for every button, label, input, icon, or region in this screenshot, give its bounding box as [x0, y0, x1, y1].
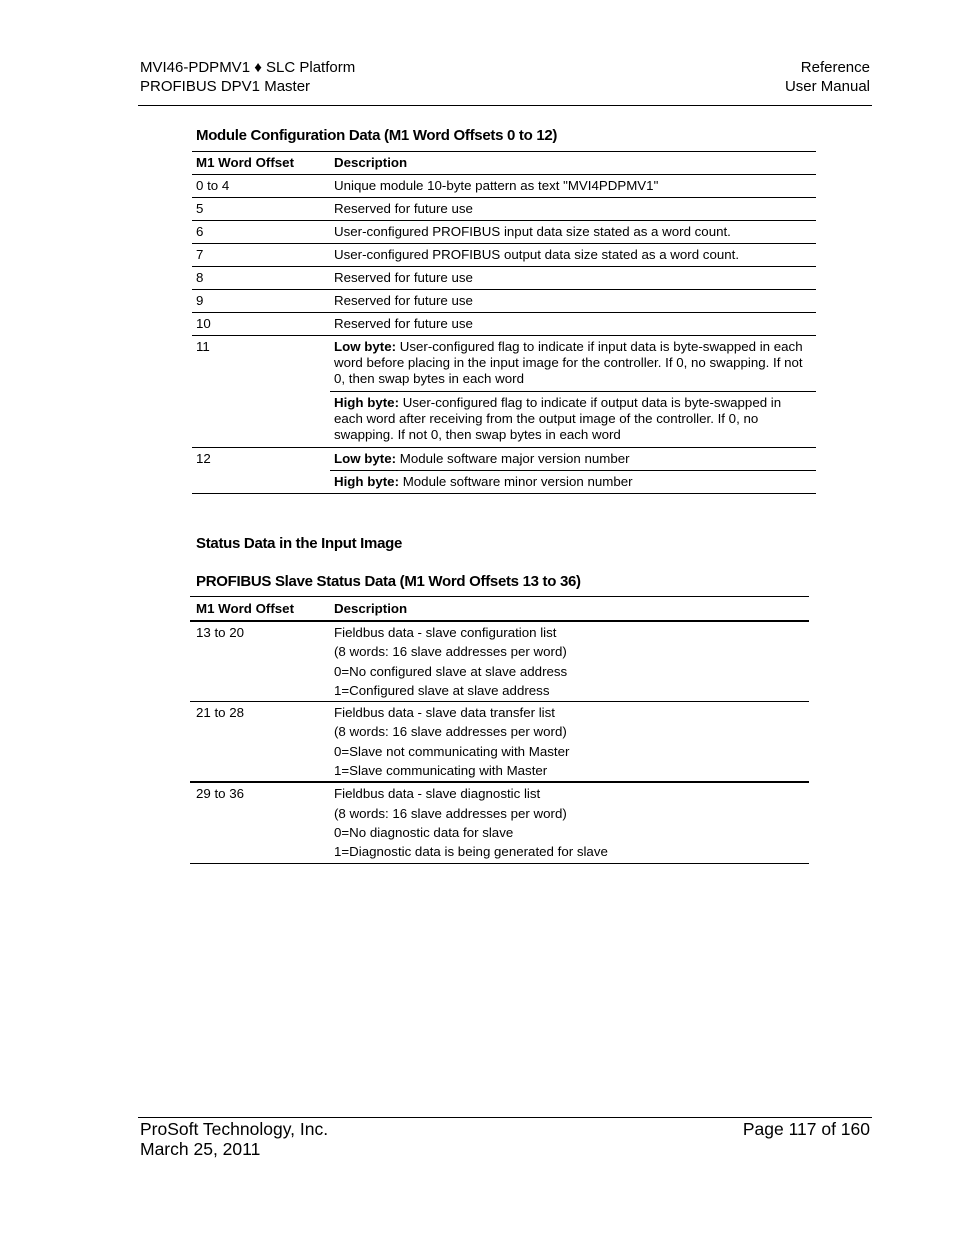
column-header-offset: M1 Word Offset	[192, 152, 330, 175]
header-product: MVI46-PDPMV1 ♦ SLC Platform	[140, 59, 356, 76]
description-cell: Reserved for future use	[330, 267, 816, 290]
description-cell: User-configured PROFIBUS output data size stated as a word count.	[330, 244, 816, 267]
offset-cell: 9	[192, 290, 330, 313]
description-line: Fieldbus data - slave data transfer list	[334, 705, 555, 721]
table-row	[192, 267, 816, 290]
high-byte-label: High byte:	[334, 395, 400, 410]
description-cell	[330, 782, 809, 863]
header-divider	[138, 105, 872, 106]
footer-company: ProSoft Technology, Inc.	[140, 1119, 329, 1139]
footer-divider	[138, 1117, 872, 1118]
description-line: 0=No diagnostic data for slave	[334, 824, 514, 840]
offset-cell: 8	[192, 267, 330, 290]
module-config-table	[192, 151, 816, 494]
description-cell-low-byte	[330, 448, 816, 471]
header-doc-type: User Manual	[784, 78, 870, 95]
description-cell-low-byte	[330, 336, 816, 392]
high-byte-label: High byte:	[334, 474, 400, 489]
offset-cell: 21 to 28	[190, 702, 330, 783]
description-cell	[330, 702, 809, 783]
page-number: Page 117 of 160	[742, 1119, 870, 1139]
offset-cell: 29 to 36	[190, 782, 330, 863]
column-header-description: Description	[330, 597, 809, 622]
description-line: 1=Configured slave at slave address	[334, 682, 550, 698]
footer-left	[140, 1119, 328, 1159]
table-row	[190, 782, 809, 863]
description-line: 1=Diagnostic data is being generated for slave	[334, 844, 608, 860]
table1-title: Module Configuration Data (M1 Word Offsets 0 to 12)	[196, 127, 558, 144]
description-cell: Reserved for future use	[330, 198, 816, 221]
header-section: Reference	[800, 59, 870, 76]
table-row	[192, 290, 816, 313]
table-row	[192, 448, 816, 471]
footer-date: March 25, 2011	[140, 1139, 261, 1159]
table-row	[192, 336, 816, 392]
low-byte-label: Low byte:	[334, 339, 397, 354]
table-row	[192, 198, 816, 221]
table-row	[192, 313, 816, 336]
offset-cell: 13 to 20	[190, 621, 330, 702]
description-line: Fieldbus data - slave configuration list	[334, 625, 557, 640]
column-header-offset: M1 Word Offset	[190, 597, 330, 622]
offset-cell: 10	[192, 313, 330, 336]
table2-title: PROFIBUS Slave Status Data (M1 Word Offsets 13 to 36)	[196, 573, 581, 590]
table-header-row	[192, 152, 816, 175]
table-row	[190, 702, 809, 783]
description-line: (8 words: 16 slave addresses per word)	[334, 644, 567, 660]
description-cell: Unique module 10-byte pattern as text "MVI4PDPMV1"	[330, 175, 816, 198]
description-line: 1=Slave communicating with Master	[334, 763, 548, 779]
description-cell	[330, 621, 809, 702]
description-line: 0=No configured slave at slave address	[334, 663, 568, 679]
running-header-right	[785, 58, 870, 96]
offset-cell: 6	[192, 221, 330, 244]
description-cell: Reserved for future use	[330, 313, 816, 336]
header-subtitle: PROFIBUS DPV1 Master	[140, 78, 311, 95]
description-line: (8 words: 16 slave addresses per word)	[334, 805, 567, 821]
slave-status-table	[190, 596, 809, 864]
description-line: (8 words: 16 slave addresses per word)	[334, 724, 567, 740]
running-header-left	[140, 58, 355, 96]
table-header-row	[190, 597, 809, 622]
high-byte-text: Module software minor version number	[399, 474, 633, 489]
offset-cell: 5	[192, 198, 330, 221]
high-byte-text: User-configured flag to indicate if output data is byte-swapped in each word after receiving from the output image of the controller. If 0, no swapping. If not 0, then swap bytes in each word	[334, 395, 782, 442]
description-cell-high-byte	[330, 392, 816, 448]
low-byte-text: Module software major version number	[396, 451, 630, 466]
offset-cell: 12	[192, 448, 330, 494]
table-row	[192, 221, 816, 244]
footer-right	[743, 1119, 870, 1139]
low-byte-text: User-configured flag to indicate if input data is byte-swapped in each word before placing in the input image for the controller. If 0, no swapping. If not 0, then swap bytes in each word	[334, 339, 803, 386]
description-cell: User-configured PROFIBUS input data size stated as a word count.	[330, 221, 816, 244]
low-byte-label: Low byte:	[334, 451, 397, 466]
description-line: 0=Slave not communicating with Master	[334, 743, 570, 759]
table-row	[192, 244, 816, 267]
table-row	[190, 621, 809, 702]
offset-cell: 0 to 4	[192, 175, 330, 198]
offset-cell: 7	[192, 244, 330, 267]
column-header-description: Description	[330, 152, 816, 175]
offset-cell: 11	[192, 336, 330, 448]
description-line: Fieldbus data - slave diagnostic list	[334, 786, 541, 802]
description-cell: Reserved for future use	[330, 290, 816, 313]
section-heading: Status Data in the Input Image	[196, 535, 403, 552]
table-row	[192, 175, 816, 198]
description-cell-high-byte	[330, 471, 816, 494]
